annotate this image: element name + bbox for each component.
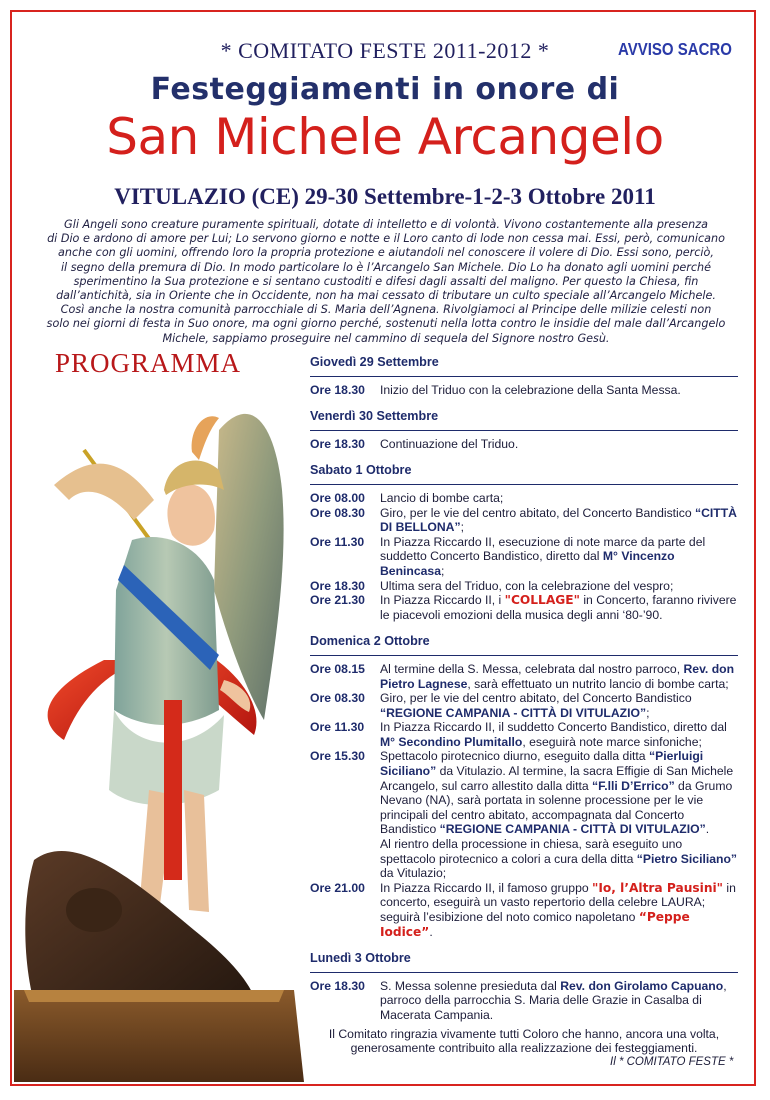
saint-title: San Michele Arcangelo [106,108,664,166]
event-text: Spettacolo pirotecnico diurno, eseguito dalla ditta [380,749,649,764]
program-schedule [310,355,738,1056]
event-description [380,662,738,691]
program-event [310,691,738,720]
event-time: Ore 08.15 [310,661,365,676]
event-highlight: "COLLAGE" [504,593,580,608]
event-time: Ore 18.30 [310,382,365,397]
event-text: , eseguirà note marce sinfoniche; [522,734,702,749]
event-time: Ore 18.30 [310,978,365,993]
event-time: Ore 15.30 [310,749,365,764]
event-description [380,579,738,594]
intro-paragraph [30,218,742,346]
day-divider [310,376,738,377]
event-description [380,837,738,881]
event-time: Ore 11.30 [310,720,365,735]
intro-line: Così anche la nostra comunità parrocchiale di S. Maria dell’Agnena. Rivolgiamoci al Principe delle milizie celesti non [60,303,712,317]
program-event [310,535,738,579]
event-time: Ore 08.00 [310,490,365,505]
festeggiamenti-heading: Festeggiamenti in onore di [150,72,620,107]
event-description [380,506,738,535]
event-text: In Piazza Riccardo II, il suddetto Concerto Bandistico, diretto dal [380,720,727,735]
event-text: Giro, per le vie del centro abitato, del Concerto Bandistico [380,691,692,706]
event-text: in Concerto, faranno rivivere le piacevoli emozioni della musica degli anni ‘80-’90. [380,593,737,622]
program-event [310,383,738,398]
intro-line: di Dio e ardono di amore per Lui; Lo servono giorno e notte e il Loro canto di lode non cessa mai. Essi, però, comunicano [47,232,725,246]
event-highlight: “Pietro Siciliano” [636,851,737,866]
avviso-sacro-label: AVVISO SACRO [618,40,732,60]
day-divider [310,655,738,656]
event-highlight: Rev. don Pietro Lagnese [380,661,735,691]
programma-heading: PROGRAMMA [55,348,242,378]
event-highlight: “Pierluigi Siciliano” [380,749,704,779]
day-divider [310,484,738,485]
intro-line: il segno della premura di Dio. In modo particolare lo è l’Arcangelo San Michele. Dio Lo ha donato agli uomini perché [60,260,712,274]
event-highlight: "Io, l’Altra Pausini" [592,880,724,895]
program-event [310,593,738,622]
event-text: Inizio del Triduo con la celebrazione della Santa Messa. [380,382,681,397]
event-description [380,749,738,837]
program-event [310,749,738,837]
event-text: In Piazza Riccardo II, i [380,593,505,608]
event-text: S. Messa solenne presieduta dal [380,978,561,993]
event-time: Ore 11.30 [310,534,365,549]
event-text: Lancio di bombe carta; [380,490,504,505]
committee-signoff: Il * COMITATO FESTE * [610,1056,734,1068]
archangel-statue-image [14,390,304,1082]
day-divider [310,972,738,973]
event-time: Ore 18.30 [310,436,365,451]
event-text: , parroco della parrocchia S. Maria delle Grazie in Casalba di Macerata Campania. [380,978,727,1022]
intro-line: Michele, sappiamo proseguire nel cammino di sequela del Signore nostro Gesù. [162,331,610,345]
event-description [380,491,738,506]
event-text: . [705,822,710,837]
program-event [310,662,738,691]
event-highlight: M° Secondino Plumitallo [380,734,523,749]
event-highlight: Rev. don Girolamo Capuano [560,978,724,993]
event-highlight: “REGIONE CAMPANIA - CITTÀ DI VITULAZIO” [439,822,706,837]
intro-line: anche con gli uomini, offrendo loro la propria protezione e aiutandoli nel conoscere il volere di Dio. Essi sono, perciò, [58,246,714,260]
program-event [310,491,738,506]
program-day-title: Sabato 1 Ottobre [310,463,412,478]
event-highlight: “REGIONE CAMPANIA - CITTÀ DI VITULAZIO” [380,705,647,720]
event-description [380,535,738,579]
event-text: In Piazza Riccardo II, esecuzione di note marce da parte del suddetto Concerto Bandistico, diretto dal [380,534,706,564]
event-description [380,979,738,1023]
event-text: da Grumo Nevano (NA), sarà portata in solenne processione per le vie principali del centro abitato, accompagnata dal Concerto Bandistico [380,778,733,837]
intro-line: Gli Angeli sono creature puramente spirituali, dotate di intelletto e di volontà. Vivono costantemente alla presenza [64,218,708,231]
event-time: Ore 08.30 [310,691,365,706]
event-text: da Vitulazio; [380,866,447,881]
event-description [380,691,738,720]
program-event [310,837,738,881]
event-description [380,437,738,452]
program-event [310,881,738,939]
closing-thanks: Il Comitato ringrazia vivamente tutti Coloro che hanno, ancora una volta, generosamente contribuito alla realizzazione dei festeggiamenti. [328,1026,720,1056]
event-highlight: M° Vincenzo Benincasa [380,549,675,578]
program-event [310,720,738,749]
event-text: Continuazione del Triduo. [380,436,519,451]
day-divider [310,430,738,431]
event-text: Giro, per le vie del centro abitato, del Concerto Bandistico [380,505,696,520]
event-text: ; [460,520,464,535]
event-description [380,720,738,749]
event-description [380,383,738,398]
event-text: , sarà effettuato un nutrito lancio di bombe carta; [467,676,729,691]
event-time: Ore 08.30 [310,505,365,520]
program-day-title: Venerdì 30 Settembre [310,409,439,424]
program-day-title: Lunedì 3 Ottobre [310,951,411,966]
event-description [380,881,738,939]
comitato-header: * COMITATO FESTE 2011-2012 * [220,38,550,63]
event-time: Ore 21.00 [310,880,365,895]
event-highlight: “Peppe Iodice” [380,910,690,939]
intro-line: sperimentino la Sua protezione e si sentano custoditi e difesi dagli assalti del maligno. Per questo la Chiesa, fin [73,274,699,288]
event-text: in concerto, eseguirà un vasto repertorio della celebre LAURA; seguirà l’esibizione del noto comico napoletano [380,880,736,924]
event-highlight: “F.lli D’Errico” [592,778,675,793]
event-time: Ore 18.30 [310,578,365,593]
event-text: Al rientro della processione in chiesa, sarà eseguito uno spettacolo pirotecnico a colori a cura della ditta [380,837,683,866]
intro-line: dall’antichità, sia in Oriente che in Occidente, non ha mai cessato di tributare un culto speciale all’Arcangelo Michele. [56,289,716,303]
event-text: . [429,924,433,939]
program-day-title: Domenica 2 Ottobre [310,634,430,649]
date-line: VITULAZIO (CE) 29-30 Settembre-1-2-3 Ottobre 2011 [114,184,656,209]
program-day-title: Giovedì 29 Settembre [310,355,439,369]
event-text: Ultima sera del Triduo, con la celebrazione del vespro; [380,578,674,593]
program-event [310,506,738,535]
program-event [310,437,738,452]
event-time: Ore 21.30 [310,593,365,608]
event-text: da Vitulazio. Al termine, la sacra Effigie di San Michele Arcangelo, sul carro allestito dalla ditta [380,764,734,793]
event-text: In Piazza Riccardo II, il famoso gruppo [380,880,593,895]
event-text: Al termine della S. Messa, celebrata dal nostro parroco, [380,661,684,676]
program-event [310,579,738,594]
intro-line: solo nei giorni di festa in Suo onore, ma ogni giorno perché, sostenuti nella lotta contro le insidie del male dall’Arcangelo [46,317,726,331]
event-highlight: “CITTÀ DI BELLONA” [380,505,737,535]
event-text: ; [646,705,650,720]
program-event [310,979,738,1023]
event-description [380,593,738,622]
event-text: ; [440,563,445,578]
